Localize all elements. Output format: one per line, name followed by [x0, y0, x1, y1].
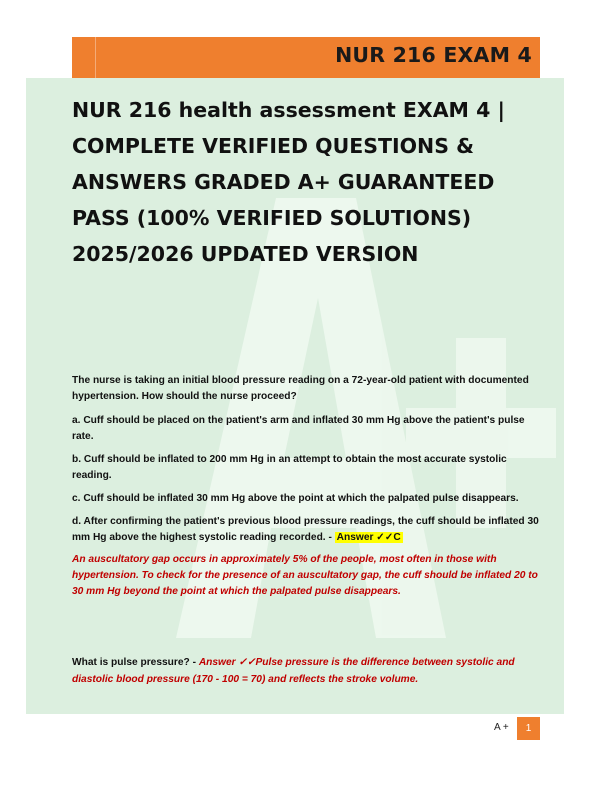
page-number: 1 — [517, 717, 540, 740]
header-divider — [95, 37, 96, 78]
question-1 — [72, 373, 542, 600]
question-2-stem: What is pulse pressure? - — [72, 657, 199, 668]
document-title: NUR 216 health assessment EXAM 4 | COMPLETE VERIFIED QUESTIONS & ANSWERS GRADED A+ GUARANTEED PASS (100% VERIFIED SOLUTIONS) 2025/2026 UPDATED VERSION — [72, 98, 505, 266]
question-1-stem: The nurse is taking an initial blood pressure reading on a 72-year-old patient with documented hypertension. How should the nurse proceed? — [72, 375, 529, 402]
question-1-option-d — [72, 514, 542, 546]
header-bar — [72, 37, 540, 78]
footer-label: A + — [494, 722, 509, 733]
question-1-option-a: a. Cuff should be placed on the patient's arm and inflated 30 mm Hg above the patient's pulse rate. — [72, 415, 525, 442]
question-2 — [72, 654, 542, 688]
question-1-rationale: An auscultatory gap occurs in approximately 5% of the people, most often in those with hypertension. To check for the presence of an auscultatory gap, the cuff should be inflated 20 to 30 mm Hg beyond the point at which the palpated pulse disappears. — [72, 554, 538, 597]
question-1-option-c: c. Cuff should be inflated 30 mm Hg above the point at which the palpated pulse disappears. — [72, 493, 519, 504]
question-1-answer: Answer ✓✓C — [336, 532, 401, 543]
question-1-option-b: b. Cuff should be inflated to 200 mm Hg in an attempt to obtain the most accurate systolic reading. — [72, 454, 507, 481]
question-1-option-d-text: d. After confirming the patient's previous blood pressure readings, the cuff should be inflated 30 mm Hg above the highest systolic reading recorded. - — [72, 516, 539, 543]
question-2-text — [72, 654, 542, 688]
header-title: NUR 216 EXAM 4 — [335, 43, 532, 67]
question-2-answer: Answer ✓✓Pulse pressure is the difference between systolic and diastolic blood pressure (170 - 100 = 70) and reflects the stroke volume. — [72, 657, 515, 685]
